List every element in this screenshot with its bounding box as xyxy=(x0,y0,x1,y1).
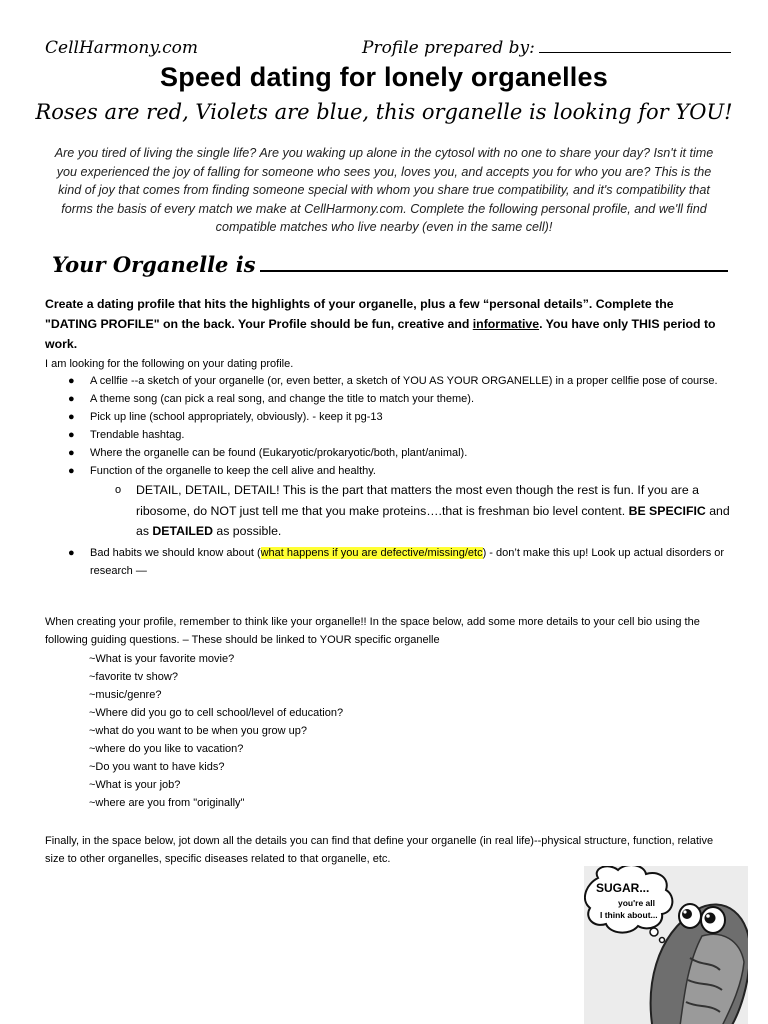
sub-bold-2: DETAILED xyxy=(152,524,213,538)
mitochondrion-cartoon-icon xyxy=(584,866,748,1024)
list-item xyxy=(45,426,735,444)
bullet-icon: ● xyxy=(68,393,75,405)
question-item: ~where do you like to vacation? xyxy=(89,743,244,755)
when-creating-text: When creating your profile, remember to think like your organelle!! In the space below, add some more details to your cell bio using the following guiding questions. – These should be linked to YOUR specific organelle xyxy=(45,616,700,646)
list-item xyxy=(45,408,735,426)
question-item: ~favorite tv show? xyxy=(89,671,178,683)
question-item: ~what do you want to be when you grow up? xyxy=(89,725,308,737)
list-item-text: Where the organelle can be found (Eukaryotic/prokaryotic/both, plant/animal). xyxy=(90,447,468,459)
question-item: ~What is your job? xyxy=(89,779,181,791)
site-name: CellHarmony.com xyxy=(45,38,198,58)
question-item: ~where are you from "originally" xyxy=(89,797,245,809)
organelle-field xyxy=(52,252,728,277)
question-item: ~Do you want to have kids? xyxy=(89,761,225,773)
prepared-by-blank[interactable] xyxy=(539,38,731,53)
guiding-questions xyxy=(89,650,343,812)
question-item: ~Where did you go to cell school/level of education? xyxy=(89,707,344,719)
question-item: ~What is your favorite movie? xyxy=(89,653,235,665)
question-item: ~music/genre? xyxy=(89,689,162,701)
page-title: Speed dating for lonely organelles xyxy=(160,62,608,92)
bullet-icon: ● xyxy=(68,429,75,441)
prepared-by xyxy=(362,38,731,58)
page-subtitle: Roses are red, Violets are blue, this organelle is looking for YOU! xyxy=(35,100,733,124)
sub-list-item xyxy=(45,480,735,542)
list-item xyxy=(45,462,735,480)
list-item xyxy=(45,390,735,408)
bullet-icon: ● xyxy=(68,411,75,423)
list-item-text: Pick up line (school appropriately, obviously). - keep it pg-13 xyxy=(90,411,383,423)
finally-text: Finally, in the space below, jot down all the details you can find that define your organelle (in real life)--physical structure, function, relative size to other organelles, specific diseases related to that organelle, etc. xyxy=(45,835,714,865)
sub-bullet-marker: o xyxy=(115,484,122,496)
bullet-icon: ● xyxy=(68,447,75,459)
list-item-text: Function of the organelle to keep the cell alive and healthy. xyxy=(90,465,376,477)
intro-paragraph: Are you tired of living the single life? Are you waking up alone in the cytosol with no one to share your day? Isn't it time you experienced the joy of falling for someone who sees you, loves you, and accepts you for who you are? This is the kind of joy that comes from finding someone special with whom you share true compatibility, and it's compatibility that forms the basis of every match we make at CellHarmony.com. Complete the following personal profile, and we'll find compatible matches who live nearby (even in the same cell)! xyxy=(54,146,714,235)
prepared-by-label: Profile prepared by: xyxy=(362,38,535,58)
list-item-text: Trendable hashtag. xyxy=(90,429,185,441)
sub-text-3: as possible. xyxy=(212,524,282,538)
sub-text-1: DETAIL, DETAIL, DETAIL! This is the part that matters the most even though the rest is fun. If you are a ribosome, do NOT just tell me that you make proteins….that is freshman bio level content. xyxy=(136,483,699,518)
list-item xyxy=(45,444,735,462)
requirements-list xyxy=(45,372,735,580)
organelle-blank[interactable] xyxy=(260,252,728,272)
sub-bold-1: BE SPECIFIC xyxy=(628,503,706,518)
list-item xyxy=(45,372,735,390)
sub-text-2: and as xyxy=(136,503,730,538)
bad-habits-highlight: what happens if you are defective/missing/etc xyxy=(260,546,483,559)
list-item-text: A cellfie --a sketch of your organelle (or, even better, a sketch of YOU AS YOUR ORGANELLE) in a proper cellfie pose of course. xyxy=(90,375,718,387)
bullet-icon: ● xyxy=(68,375,75,387)
bullet-icon: ● xyxy=(68,546,75,559)
cartoon-line1: SUGAR... xyxy=(596,881,650,895)
cartoon-svg xyxy=(584,866,748,1024)
instructions-part1: Create a dating profile that hits the highlights of your organelle, plus a few “personal details”. Complete the "DATING PROFILE" on the back. Your Profile should be fun, creative and xyxy=(45,297,674,331)
bad-habits-after: ) - don’t make this up! Look up actual disorders or research — xyxy=(90,546,725,577)
instructions-underlined: informative xyxy=(472,317,540,331)
instructions-part2: . You have only THIS period to work. xyxy=(45,317,716,351)
list-item xyxy=(45,544,735,580)
list-item-text: A theme song (can pick a real song, and change the title to match your theme). xyxy=(90,393,474,405)
cartoon-line3: I think about... xyxy=(600,910,658,920)
cartoon-line2: you're all xyxy=(618,898,655,908)
bullet-icon: ● xyxy=(68,465,75,477)
bad-habits-before: Bad habits we should know about ( xyxy=(90,546,261,559)
looking-for-text: I am looking for the following on your dating profile. xyxy=(45,358,294,370)
organelle-label: Your Organelle is xyxy=(52,252,256,277)
instructions xyxy=(45,294,725,354)
